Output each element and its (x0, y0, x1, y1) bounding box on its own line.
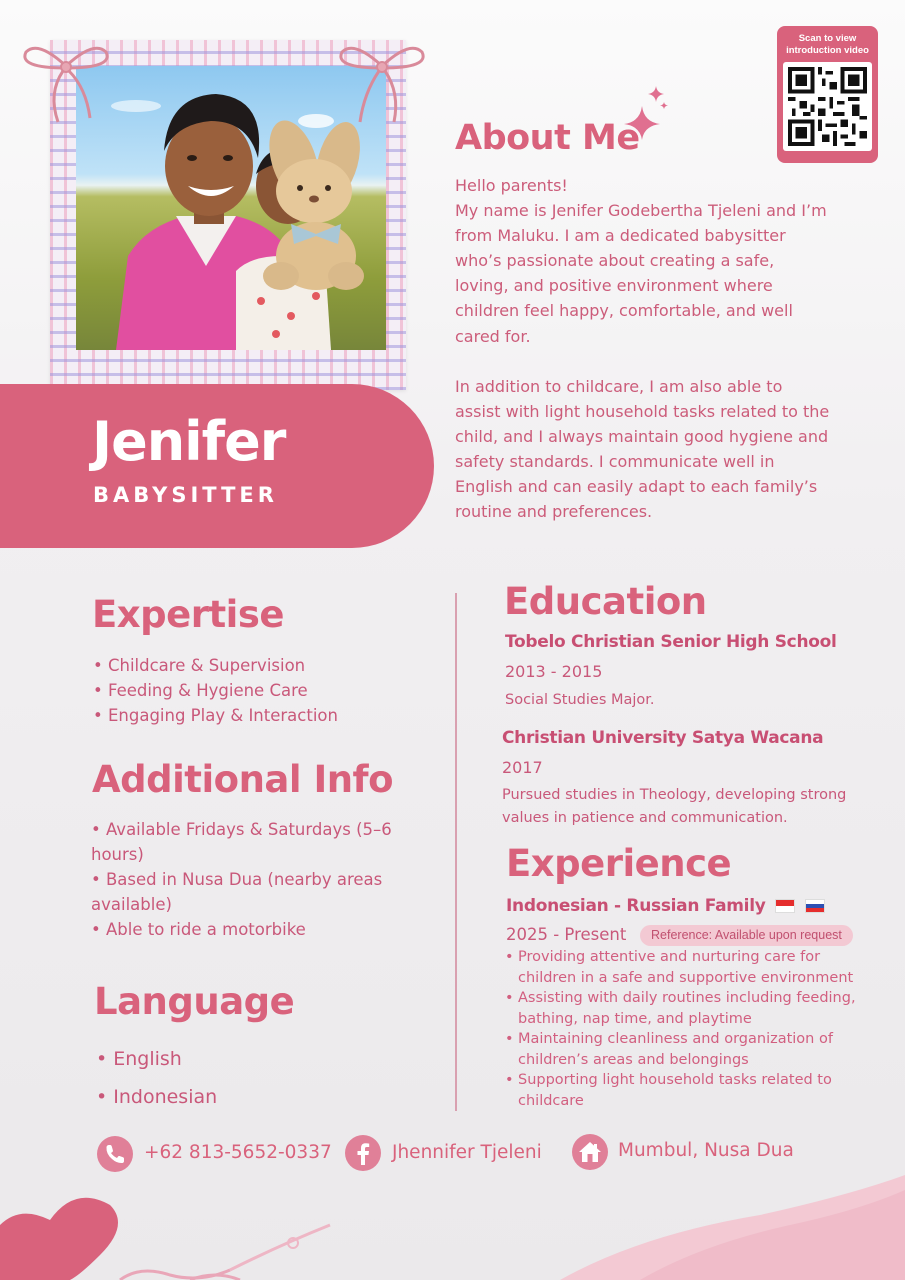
list-item: • Feeding & Hygiene Care (93, 681, 308, 700)
about-line: Hello parents! (455, 176, 568, 195)
about-line: children feel happy, comfortable, and well (455, 301, 793, 321)
expertise-list (93, 653, 338, 728)
list-item: • Assisting with daily routines including feeding, bathing, nap time, and playtime (503, 988, 873, 1029)
school-name: Christian University Satya Wacana (502, 728, 824, 748)
school-detail: Pursued studies in Theology, developing strong values in patience and communication. (502, 787, 847, 826)
about-line: loving, and positive environment where (455, 276, 773, 296)
column-divider (455, 593, 457, 1111)
ribbon-bow-icon (18, 38, 114, 124)
facebook-name[interactable]: Jhennifer Tjeleni (392, 1142, 542, 1163)
list-item: • Providing attentive and nurturing care for children in a safe and supportive environment (503, 947, 873, 988)
job-years: 2025 - Present (506, 925, 627, 944)
school-years: 2013 - 2015 (505, 662, 603, 681)
decorative-waves (0, 1165, 905, 1280)
phone-number[interactable]: +62 813-5652-0337 (144, 1142, 332, 1163)
list-item: • Available Fridays & Saturdays (5–6 hours) (91, 820, 392, 864)
job-title (506, 896, 825, 916)
job-name: Indonesian - Russian Family (506, 896, 766, 916)
list-item: • Engaging Play & Interaction (93, 706, 338, 725)
ribbon-bow-icon (334, 38, 430, 124)
about-text (455, 173, 875, 524)
about-line: assist with light household tasks related to the (455, 401, 830, 421)
about-line: English and can easily adapt to each family’s (455, 477, 818, 497)
list-item: • Childcare & Supervision (93, 656, 306, 675)
list-item: • Based in Nusa Dua (nearby areas available) (91, 870, 383, 914)
profile-role: BABYSITTER (93, 483, 278, 507)
additional-info-list (91, 817, 431, 942)
school-years: 2017 (502, 758, 543, 777)
list-item: • Able to ride a motorbike (91, 920, 306, 939)
indonesia-flag-icon (775, 899, 795, 913)
profile-name: Jenifer (92, 410, 286, 473)
about-line: My name is Jenifer Godebertha Tjeleni and I’m (455, 201, 827, 221)
about-line: who’s passionate about creating a safe, (455, 251, 775, 271)
school-name: Tobelo Christian Senior High School (505, 632, 837, 652)
russia-flag-icon (805, 899, 825, 913)
list-item: • Indonesian (96, 1086, 218, 1108)
duties-list (503, 947, 873, 1111)
qr-caption: Scan to view introduction video (786, 33, 869, 56)
qr-code-icon[interactable] (783, 62, 872, 151)
reference-badge: Reference: Available upon request (640, 925, 853, 946)
about-line: cared for. (455, 326, 531, 346)
additional-info-title: Additional Info (92, 758, 394, 801)
about-line: routine and preferences. (455, 502, 653, 522)
language-title: Language (94, 980, 295, 1023)
list-item: • Maintaining cleanliness and organization of children’s areas and belongings (503, 1029, 873, 1070)
school-detail: Social Studies Major. (505, 692, 655, 708)
list-item: • English (96, 1048, 182, 1070)
language-list (96, 1040, 217, 1116)
list-item: • Supporting light household tasks related to childcare (503, 1070, 873, 1111)
about-title: About Me (455, 118, 640, 158)
address-text: Mumbul, Nusa Dua (618, 1140, 794, 1161)
education-title: Education (504, 580, 707, 623)
about-line: child, and I always maintain good hygiene and (455, 426, 829, 446)
experience-title: Experience (506, 842, 732, 885)
about-line: from Maluku. I am a dedicated babysitter (455, 226, 786, 246)
about-line: In addition to childcare, I am also able to (455, 376, 783, 396)
expertise-title: Expertise (92, 593, 284, 636)
about-line: safety standards. I communicate well in (455, 451, 775, 471)
